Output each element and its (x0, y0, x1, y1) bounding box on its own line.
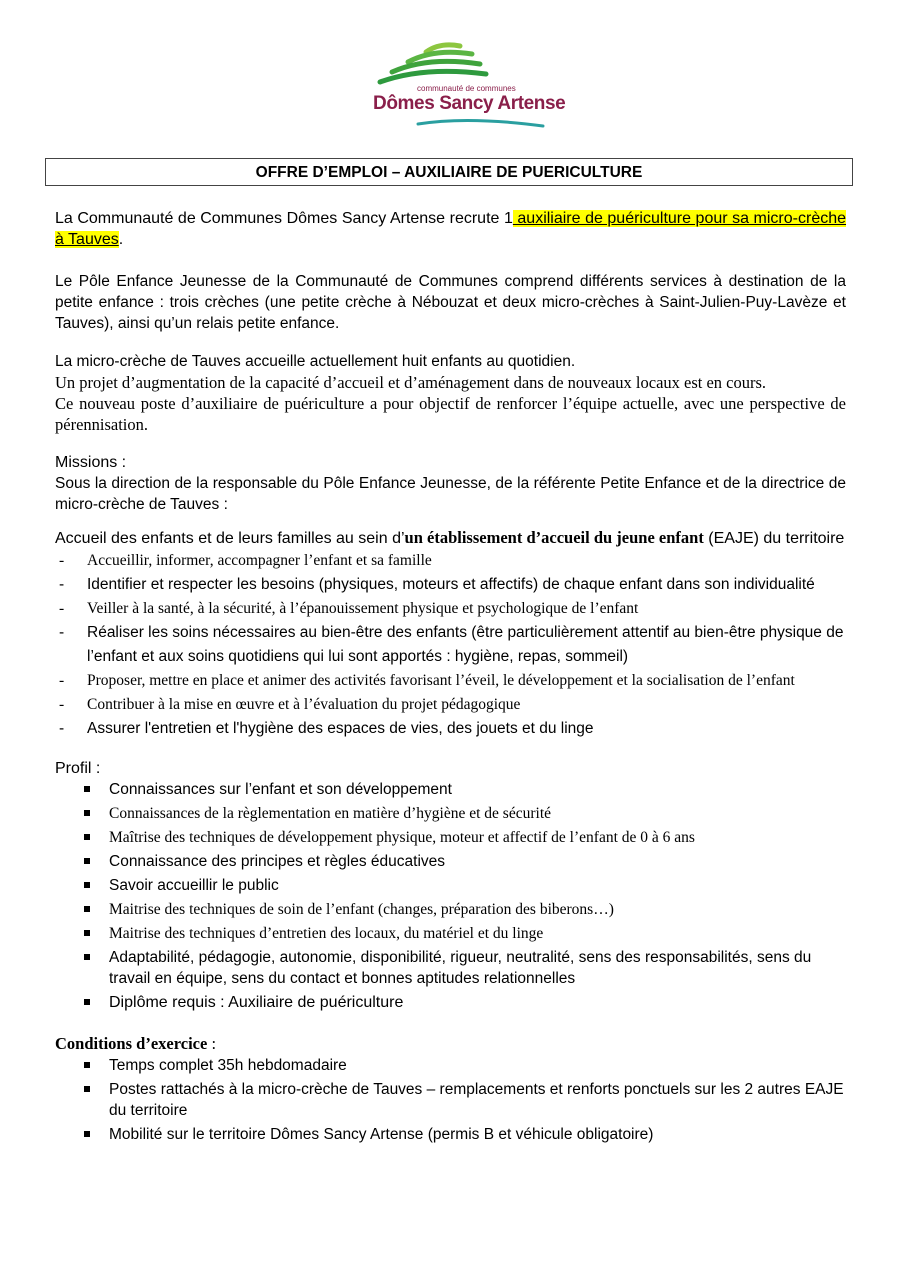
list-item: - Réaliser les soins nécessaires au bien-être des enfants (être particulièrement attentif au bien-être physique de l’enfant et aux soins quotidiens qui lui sont apportés : hygiène, repas, sommeil) (55, 621, 846, 669)
list-item: Savoir accueillir le public (55, 875, 846, 896)
missions-list (55, 549, 846, 741)
microcreche-line-2: Un projet d’augmentation de la capacité d’accueil et d’aménagement dans de nouveaux locaux est en cours. (55, 373, 767, 392)
list-item: Connaissance des principes et règles éducatives (55, 851, 846, 872)
logo-subtitle: communauté de communes (417, 84, 516, 93)
accueil-text: Accueil des enfants et de leurs familles au sein d’ (55, 530, 405, 547)
conditions-heading-colon: : (207, 1034, 217, 1053)
missions-heading: Missions : (55, 454, 127, 471)
profil-heading: Profil : (55, 760, 101, 777)
intro-end: . (118, 231, 124, 248)
list-item: Mobilité sur le territoire Dômes Sancy Artense (permis B et véhicule obligatoire) (55, 1124, 846, 1145)
accueil-end: (EAJE) du territoire (703, 530, 845, 547)
intro-paragraph (55, 208, 846, 250)
conditions-list (55, 1055, 846, 1145)
list-item: Diplôme requis : Auxiliaire de puériculture (55, 992, 846, 1013)
pole-paragraph: Le Pôle Enfance Jeunesse de la Communauté de Communes comprend différents services à destination de la petite enfance : trois crèches (une petite crèche à Nébouzat et deux micro-crèches à Saint-Julien-Puy-Lavèze et Tauves), ainsi qu’un relais petite enfance. (55, 273, 846, 332)
list-item: Maitrise des techniques d’entretien des locaux, du matériel et du linge (55, 923, 846, 944)
page-title: OFFRE D’EMPLOI – AUXILIAIRE DE PUERICULTURE (45, 158, 853, 186)
microcreche-line-3: Ce nouveau poste d’auxiliaire de puériculture a pour objectif de renforcer l’équipe actuelle, avec une perspective de pérennisation. (55, 394, 846, 434)
list-item: Connaissances de la règlementation en matière d’hygiène et de sécurité (55, 803, 846, 824)
missions-direction: Sous la direction de la responsable du Pôle Enfance Jeunesse, de la référente Petite Enfance et de la directrice de micro-crèche de Tauves : (55, 475, 846, 513)
conditions-heading (55, 1033, 846, 1055)
list-item: - Assurer l'entretien et l'hygiène des espaces de vies, des jouets et du linge (55, 717, 846, 741)
microcreche-line-1: La micro-crèche de Tauves accueille actuellement huit enfants au quotidien. (55, 353, 576, 370)
list-item: Temps complet 35h hebdomadaire (55, 1055, 846, 1076)
document-body (55, 208, 846, 1148)
list-item: - Veiller à la santé, à la sécurité, à l’épanouissement physique et psychologique de l’enfant (55, 597, 846, 621)
conditions-heading-text: Conditions d’exercice (55, 1034, 208, 1053)
list-item: - Proposer, mettre en place et animer des activités favorisant l’éveil, le développement et la socialisation de l’enfant (55, 669, 846, 693)
list-item: - Accueillir, informer, accompagner l’enfant et sa famille (55, 549, 846, 573)
list-item: Postes rattachés à la micro-crèche de Tauves – remplacements et renforts ponctuels sur les 2 autres EAJE du territoire (55, 1079, 846, 1121)
logo-name: Dômes Sancy Artense (373, 93, 566, 114)
intro-highlight: auxiliaire de puériculture pour sa micro-crèche à Tauves (55, 210, 847, 248)
profil-list (55, 779, 846, 1013)
intro-text: La Communauté de Communes Dômes Sancy Artense recrute 1 (55, 210, 513, 227)
list-item: - Contribuer à la mise en œuvre et à l’évaluation du projet pédagogique (55, 693, 846, 717)
list-item: Connaissances sur l’enfant et son développement (55, 779, 846, 800)
list-item: Maîtrise des techniques de développement physique, moteur et affectif de l’enfant de 0 à 6 ans (55, 827, 846, 848)
list-item: - Identifier et respecter les besoins (physiques, moteurs et affectifs) de chaque enfant dans son individualité (55, 573, 846, 597)
list-item: Adaptabilité, pédagogie, autonomie, disponibilité, rigueur, neutralité, sens des responsabilités, sens du travail en équipe, sens du contact et bonnes aptitudes relationnelles (55, 947, 846, 989)
list-item: Maitrise des techniques de soin de l’enfant (changes, préparation des biberons…) (55, 899, 846, 920)
accueil-bold: un établissement d’accueil du jeune enfant (404, 528, 704, 547)
missions-accueil (55, 527, 846, 549)
